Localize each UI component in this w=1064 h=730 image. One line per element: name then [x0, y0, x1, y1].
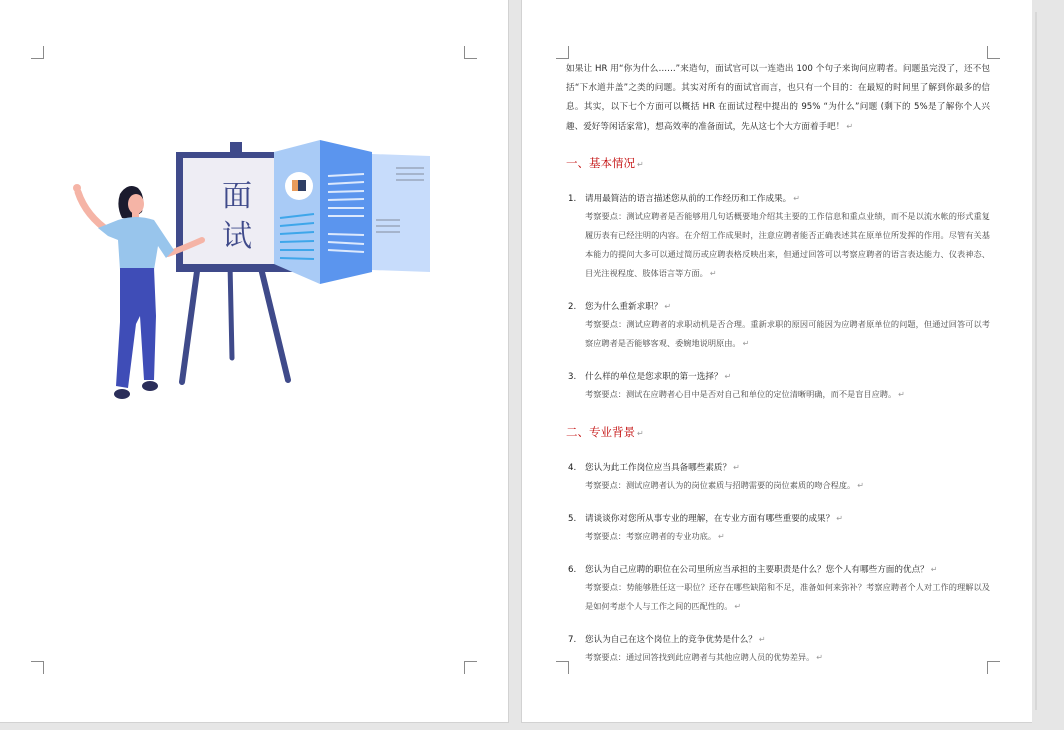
- paragraph-mark-icon: ↵: [816, 653, 823, 662]
- paragraph-mark-icon: ↵: [637, 160, 644, 169]
- paragraph-mark-icon: ↵: [930, 565, 938, 574]
- question-item: [566, 562, 990, 616]
- question-number: 4.: [568, 463, 577, 473]
- interview-presentation-illustration[interactable]: [70, 136, 436, 404]
- answer-text: 考察要点：通过回答找到此应聘者与其他应聘人员的优势差异。 ↵: [585, 652, 823, 662]
- paragraph-mark-icon: ↵: [709, 269, 717, 278]
- margin-corner-marker: [464, 661, 477, 674]
- answer-text: 考察要点：测试应聘者的求职动机是否合理。重新求职的原因可能因为应聘者原单位的问题，但通过回答可以考察应聘者是否能够客观、委婉地说明原由。 ↵: [585, 319, 990, 348]
- answer-text: 考察要点：测试在应聘者心目中是否对自己和单位的定位清晰明确，而不是盲目应聘。 ↵: [585, 389, 905, 399]
- paragraph-mark-icon: ↵: [733, 463, 740, 472]
- paragraph-mark-icon: ↵: [734, 602, 742, 611]
- vertical-scrollbar[interactable]: [1035, 12, 1037, 710]
- paragraph-mark-icon: ↵: [664, 302, 672, 311]
- question-item: [566, 369, 990, 404]
- question-text: 您认为自己应聘的职位在公司里所应当承担的主要职责是什么？您个人有哪些方面的优点？ ↵: [585, 565, 938, 575]
- section-heading: 二、专业背景 ↵: [566, 425, 644, 439]
- answer-text: 考察要点：测试应聘者认为的岗位素质与招聘需要的岗位素质的吻合程度。 ↵: [585, 480, 864, 490]
- intro-paragraph: 如果让 HR 用“你为什么……”来造句，面试官可以一连造出 100 个句子来询问应聘者。问题虽完没了，还不包括“下水道井盖”之类的问题。其实对所有的面试官而言，也只有一个目的：在最短的时间里了解到你最多的信息。其实，以下七个方面可以概括 HR 在面试过程中提出的 95% “为什么”问题 (剩下的 5%是了解你个人兴趣、爱好等闲话家常)，想高效率的准备面试，先从这七个大方面着手吧！ ↵: [566, 64, 990, 132]
- paragraph-mark-icon: ↵: [637, 429, 644, 438]
- answer-text: 考察要点：测试应聘者是否能够用几句话概要地介绍其主要的工作信息和重点业绩，而不是以流水帐的形式重复履历表有已经注明的内容。在介绍工作成果时，注意应聘者能否正确表述其在原单位所发挥的作用。尽管有关基本能力的提问大多可以通过简历或应聘表格反映出来，但通过回答可以考察应聘者的语言表达能力、仪表神态、目光注视程度、肢体语言等方面。 ↵: [585, 211, 990, 278]
- margin-corner-marker: [556, 46, 569, 59]
- question-text: 请用最简洁的语言描述您从前的工作经历和工作成果。 ↵: [585, 194, 800, 204]
- board-text-1: 面: [222, 179, 252, 214]
- paragraph-mark-icon: ↵: [724, 372, 732, 381]
- question-item: [566, 299, 990, 353]
- paragraph-mark-icon: ↵: [793, 194, 800, 203]
- paragraph-mark-icon: ↵: [718, 532, 725, 541]
- document-page-left: [0, 0, 508, 722]
- question-text: 您认为自己在这个岗位上的竞争优势是什么？ ↵: [585, 635, 766, 645]
- question-item: [566, 632, 990, 667]
- margin-corner-marker: [987, 46, 1000, 59]
- margin-corner-marker: [31, 661, 44, 674]
- board-text-2: 试: [222, 219, 252, 254]
- question-number: 1.: [568, 194, 577, 204]
- answer-text: 考察要点：考察应聘者的专业功底。 ↵: [585, 531, 725, 541]
- question-item: [566, 511, 990, 546]
- question-number: 3.: [568, 372, 577, 382]
- paragraph-mark-icon: ↵: [846, 122, 854, 131]
- section-basic-info: [566, 155, 990, 404]
- margin-corner-marker: [31, 46, 44, 59]
- paragraph-mark-icon: ↵: [836, 514, 843, 523]
- question-item: [566, 191, 990, 283]
- paragraph-mark-icon: ↵: [742, 339, 750, 348]
- paragraph-mark-icon: ↵: [898, 390, 905, 399]
- section-heading: 一、基本情况 ↵: [566, 156, 644, 170]
- question-number: 5.: [568, 514, 577, 524]
- question-number: 7.: [568, 635, 577, 645]
- paragraph-mark-icon: ↵: [758, 635, 766, 644]
- document-body[interactable]: [566, 60, 990, 683]
- question-text: 您认为此工作岗位应当具备哪些素质？ ↵: [585, 463, 740, 473]
- section-professional-background: [566, 424, 990, 667]
- question-number: 6.: [568, 565, 577, 575]
- question-text: 您为什么重新求职？ ↵: [585, 302, 672, 312]
- question-item: [566, 460, 990, 495]
- question-text: 什么样的单位是您求职的第一选择？ ↵: [585, 372, 732, 382]
- document-page-right: [522, 0, 1032, 722]
- question-text: 请谈谈你对您所从事专业的理解，在专业方面有哪些重要的成果？ ↵: [585, 514, 843, 524]
- paragraph-mark-icon: ↵: [857, 481, 864, 490]
- margin-corner-marker: [464, 46, 477, 59]
- answer-text: 考察要点：势能够胜任这一职位？还存在哪些缺陷和不足，准备如何来弥补？考察应聘者个人对工作的理解以及是如何考虑个人与工作之间的匹配性的。 ↵: [585, 582, 990, 611]
- question-number: 2.: [568, 302, 577, 312]
